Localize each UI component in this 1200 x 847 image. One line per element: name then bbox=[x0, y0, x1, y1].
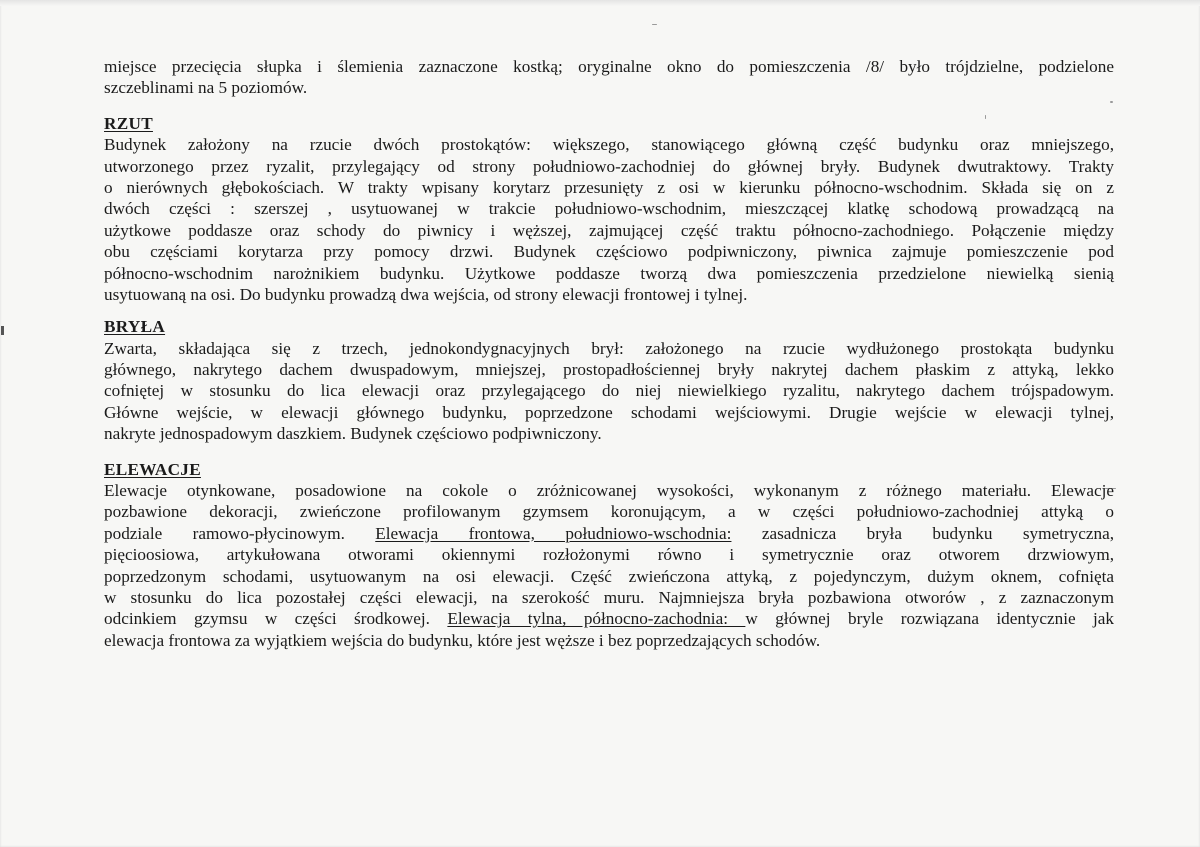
bryla-line: głównego, nakrytego dachem dwuspadowym, mniejszej, prostopadłościennej bryły nakrytej dachem płaskim z attyką, lekko bbox=[104, 360, 1114, 380]
elewacje-text: zasadnicza bryła budynku symetryczna, bbox=[731, 523, 1114, 543]
elewacje-text: odcinkiem gzymsu w części środkowej. bbox=[104, 609, 448, 629]
rzut-line: obu częściami korytarza przy pomocy drzwi. Budynek częściowo podpiwniczony, piwnica zajmuje pomieszczenie pod bbox=[104, 242, 1114, 262]
section-heading-rzut: RZUT bbox=[104, 113, 153, 133]
rzut-line: dwóch części : szerszej , usytuowanej w trakcie południowo-wschodnim, mieszczącej klatkę schodową prowadzącą na bbox=[104, 199, 1114, 219]
section-heading-bryla: BRYŁA bbox=[104, 317, 166, 337]
elewacje-line: w stosunku do lica pozostałej części elewacji, na szerokość muru. Najmniejsza bryła pozbawiona otworów , z zaznaczonym bbox=[104, 587, 1114, 607]
rzut-line: północno-wschodnim narożnikiem budynku. Użytkowe poddasze tworzą dwa pomieszczenia przedzielone niewielką sienią bbox=[104, 263, 1114, 283]
intro-line: szczeblinami na 5 poziomów. bbox=[104, 78, 308, 98]
rzut-line: utworzonego przez ryzalit, przylegający od strony południowo-zachodniej do głównej bryły. Budynek dwutraktowy. Trakty bbox=[104, 156, 1114, 176]
bryla-line: cofniętej w stosunku do lica elewacji oraz przylegającego do niej niewielkiego ryzalitu, nakrytego dachem trójspadowym. bbox=[104, 381, 1114, 401]
elewacje-text: w głównej bryle rozwiązana identycznie jak bbox=[745, 609, 1115, 629]
underlined-phrase-rear-elevation: Elewacja tylna, północno-zachodnia: bbox=[447, 609, 746, 629]
rzut-line: usytuowaną na osi. Do budynku prowadzą dwa wejścia, od strony elewacji frontowej i tylnej. bbox=[104, 284, 748, 304]
rzut-line: Budynek założony na rzucie dwóch prostokątów: większego, stanowiącego główną część budynku oraz mniejszego, bbox=[104, 135, 1114, 155]
section-rzut bbox=[104, 113, 1114, 306]
elewacje-line bbox=[104, 523, 1114, 544]
intro-line: miejsce przecięcia słupka i ślemienia zaznaczone kostką; oryginalne okno do pomieszczenia /8/ było trójdzielne, podzielone bbox=[104, 57, 1114, 76]
scan-speck bbox=[652, 24, 657, 25]
binding-mark bbox=[1, 326, 4, 335]
elewacje-line: poprzedzonym schodami, usytuowanym na osi elewacji. Część zwieńczona attyką, z pojedynczym, dużym oknem, cofnięta bbox=[104, 566, 1114, 586]
elewacje-line bbox=[104, 608, 1114, 629]
elewacje-line: pięcioosiowa, artykułowana otworami okiennymi rozłożonymi równo i symetrycznie oraz otworem drzwiowym, bbox=[104, 545, 1114, 565]
section-bryla bbox=[104, 316, 1114, 444]
elewacje-text: podziale ramowo-płycinowym. bbox=[104, 523, 376, 543]
rzut-line: o nierównych głębokościach. W trakty wpisany korytarz przesunięty z osi w kierunku północno-wschodnim. Składa się on z bbox=[104, 177, 1114, 197]
rzut-line: użytkowe poddasze oraz schody do piwnicy i węższej, zajmującej część traktu północno-zachodniego. Połączenie między bbox=[104, 220, 1114, 240]
intro-paragraph bbox=[104, 56, 1114, 99]
scan-edge bbox=[0, 0, 1200, 6]
elewacje-line: elewacja frontowa za wyjątkiem wejścia do budynku, które jest węższe i bez poprzedzających schodów. bbox=[104, 630, 821, 650]
bryla-line: nakryte jednospadowym daszkiem. Budynek częściowo podpiwniczony. bbox=[104, 424, 602, 444]
section-heading-elewacje: ELEWACJE bbox=[104, 459, 201, 479]
elewacje-line: pozbawione dekoracji, zwieńczone profilowanym gzymsem koronującym, a w części południowo-zachodniej attyką o bbox=[104, 502, 1114, 522]
document-body bbox=[104, 56, 1114, 651]
section-elewacje bbox=[104, 459, 1114, 652]
bryla-line: Główne wejście, w elewacji głównego budynku, poprzedzone schodami wejściowymi. Drugie wejście w elewacji tylnej, bbox=[104, 402, 1114, 422]
underlined-phrase-front-elevation: Elewacja frontowa, południowo-wschodnia: bbox=[375, 523, 732, 543]
elewacje-line: Elewacje otynkowane, posadowione na cokole o zróżnicowanej wysokości, wykonanym z różnego materiału. Elewacje bbox=[104, 481, 1114, 501]
bryla-line: Zwarta, składająca się z trzech, jednokondygnacyjnych brył: założonego na rzucie wydłużonego prostokąta budynku bbox=[104, 338, 1114, 358]
